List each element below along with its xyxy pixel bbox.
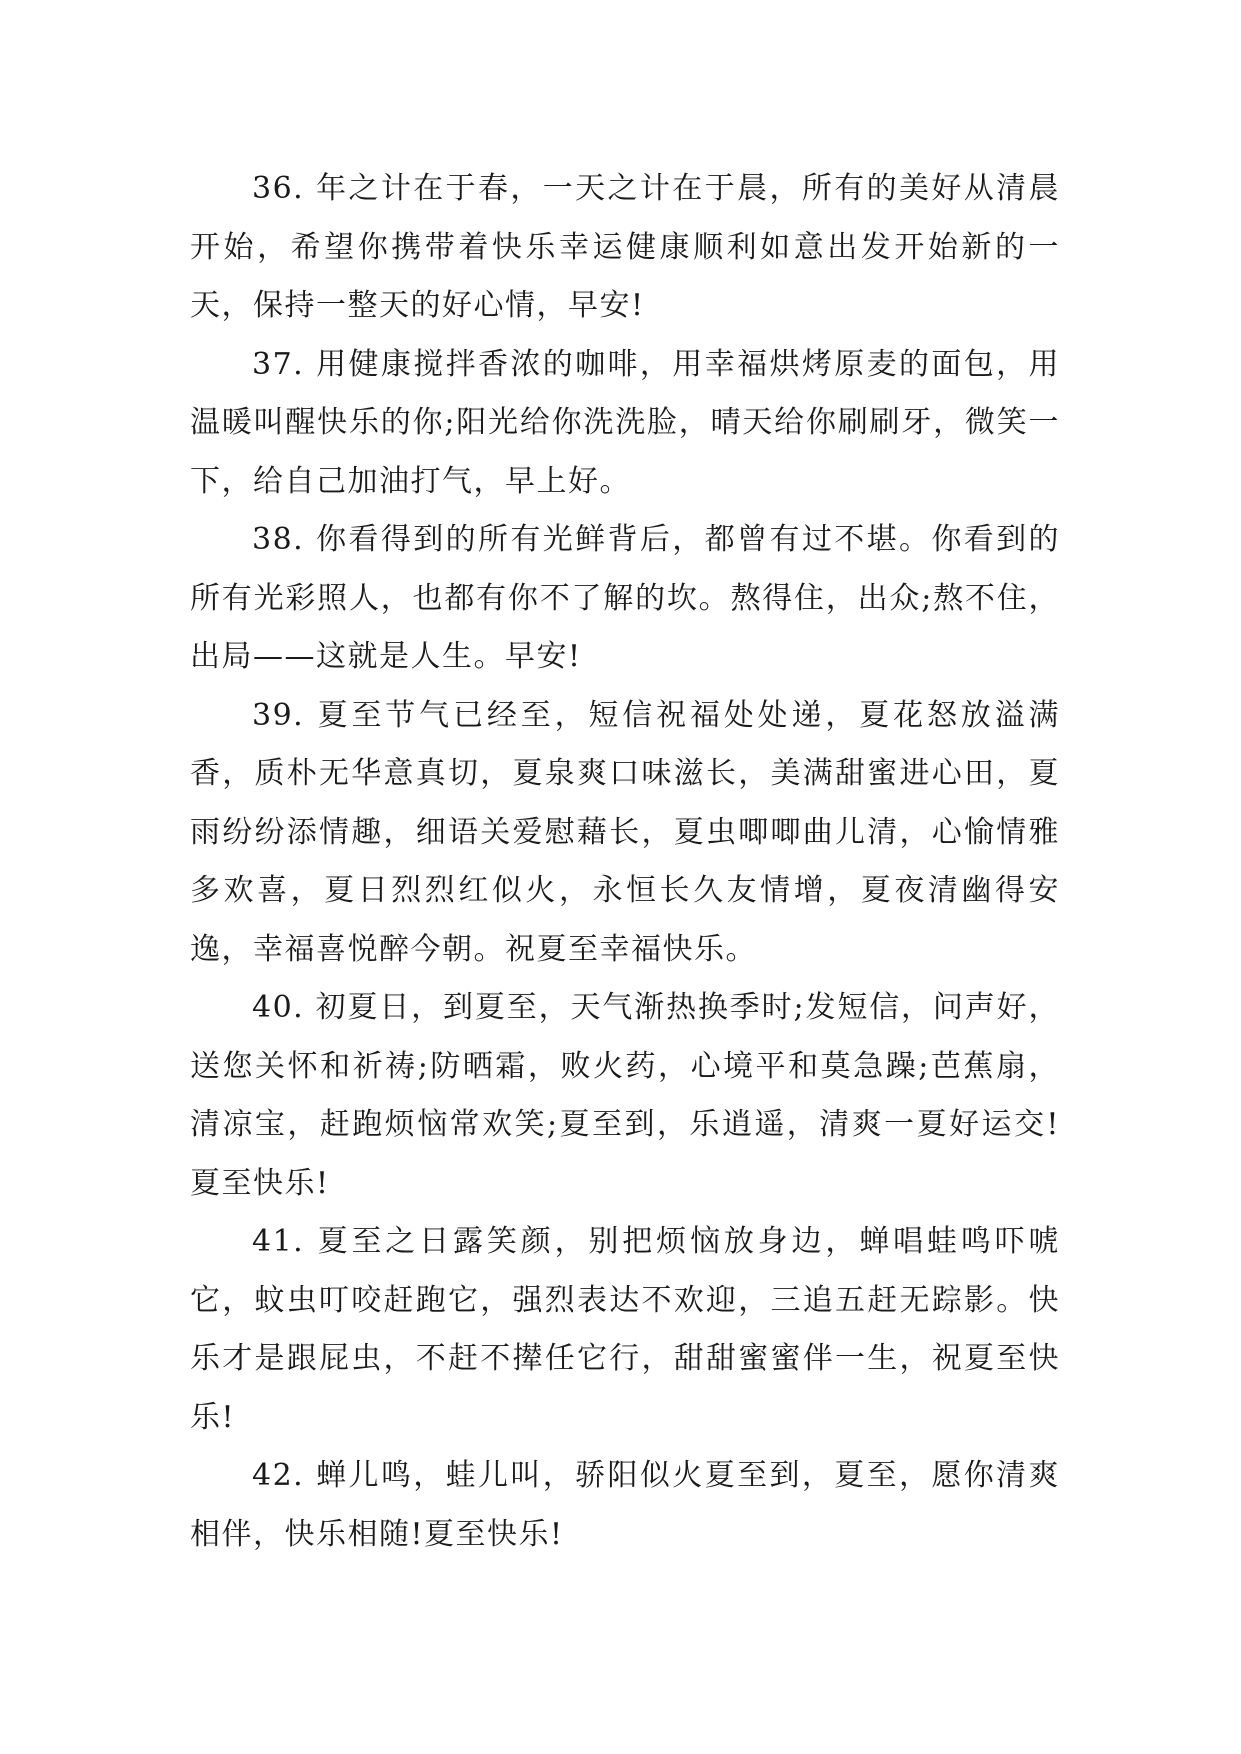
paragraph-38: 38. 你看得到的所有光鲜背后，都曾有过不堪。你看到的所有光彩照人，也都有你不了解的坎。熬得住，出众;熬不住，出局——这就是人生。早安! xyxy=(190,522,1060,674)
paragraph-40: 40. 初夏日，到夏至，天气渐热换季时;发短信，问声好，送您关怀和祈祷;防晒霜，败火药，心境平和莫急躁;芭蕉扇，清凉宝，赶跑烦恼常欢笑;夏至到，乐逍遥，清爽一夏好运交!夏至快乐! xyxy=(190,990,1060,1201)
paragraph-36: 36. 年之计在于春，一天之计在于晨，所有的美好从清晨开始，希望你携带着快乐幸运健康顺利如意出发开始新的一天，保持一整天的好心情，早安! xyxy=(190,171,1060,323)
paragraph-37: 37. 用健康搅拌香浓的咖啡，用幸福烘烤原麦的面包，用温暖叫醒快乐的你;阳光给你洗洗脸，晴天给你刷刷牙，微笑一下，给自己加油打气，早上好。 xyxy=(190,346,1060,499)
paragraph-41: 41. 夏至之日露笑颜，别把烦恼放身边，蝉唱蛙鸣吓唬它，蚊虫叮咬赶跑它，强烈表达不欢迎，三追五赶无踪影。快乐才是跟屁虫，不赶不撵任它行，甜甜蜜蜜伴一生，祝夏至快乐! xyxy=(190,1224,1060,1435)
paragraph-39: 39. 夏至节气已经至，短信祝福处处递，夏花怒放溢满香，质朴无华意真切，夏泉爽口味滋长，美满甜蜜进心田，夏雨纷纷添情趣，细语关爱慰藉长，夏虫唧唧曲儿清，心愉情雅多欢喜，夏日烈烈红似火，永恒长久友情增，夏夜清幽得安逸，幸福喜悦醉今朝。祝夏至幸福快乐。 xyxy=(190,697,1060,967)
document-body xyxy=(190,160,1060,1564)
paragraph-42: 42. 蝉儿鸣，蛙儿叫，骄阳似火夏至到，夏至，愿你清爽相伴，快乐相随!夏至快乐! xyxy=(190,1458,1060,1552)
